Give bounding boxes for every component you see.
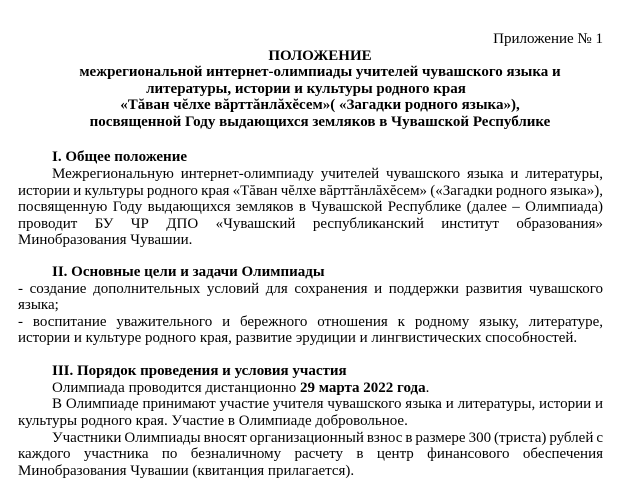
paragraph-line: - воспитание уважительного и бережного отношения к родному языку, литературе, [18,314,603,330]
paragraph-line: проводит БУ ЧР ДПО «Чувашский республиканский институт образования» [18,216,603,232]
paragraph-line: языка; [18,297,59,313]
paragraph-line: - создание дополнительных условий для сохранения и поддержки развития чувашского [18,281,603,297]
subtitle-line: посвященной Году выдающихся земляков в Чувашской Республике [89,114,551,130]
subtitle-line: межрегиональной интернет-олимпиады учителей чувашского языка и [79,64,561,80]
olympiad-date: 29 марта 2022 года [299,380,426,396]
section-2-heading: II. Основные цели и задачи Олимпиады [52,264,325,280]
subtitle-line: литературы, истории и культуры родного края [146,81,466,97]
subtitle-line: «Тăван чĕлхе вăрттăнлăхĕсем»( «Загадки родного языка»), [120,97,520,113]
paragraph-line: истории и культуры родного края «Тăван чĕлхе вăрттăнлăхĕсем» («Загадки родного языка»), [18,183,603,199]
paragraph-line [52,380,603,397]
paragraph-line: Межрегиональную интернет-олимпиаду учителей чувашского языка и литературы, [52,166,603,182]
paragraph-line: посвященную Году выдающихся земляков в Чувашской Республике (далее – Олимпиада) [18,199,603,215]
paragraph-line: Минобразования Чувашии (квитанция прилагается). [18,463,355,479]
document-title: ПОЛОЖЕНИЕ [268,48,372,64]
paragraph-line: культуры родного края. Участие в Олимпиаде добровольное. [18,413,408,429]
section-1-heading: I. Общее положение [52,149,187,165]
paragraph-line: Минобразования Чувашии. [18,232,193,248]
paragraph-line: В Олимпиаде принимают участие учителя чувашского языка и литературы, истории и [52,396,603,412]
text: Олимпиада проводится дистанционно [52,380,300,396]
paragraph-line: каждого участника по безналичному расчету в центр финансового обеспечения [18,446,603,462]
appendix-label: Приложение № 1 [493,31,603,47]
paragraph-line: Участники Олимпиады вносят организационный взнос в размере 300 (триста) рублей с [52,430,603,446]
text: . [425,380,430,396]
paragraph-line: истории и культуре родного края, развитие эрудиции и лингвистических способностей. [18,330,578,346]
section-3-heading: III. Порядок проведения и условия участия [52,363,347,379]
